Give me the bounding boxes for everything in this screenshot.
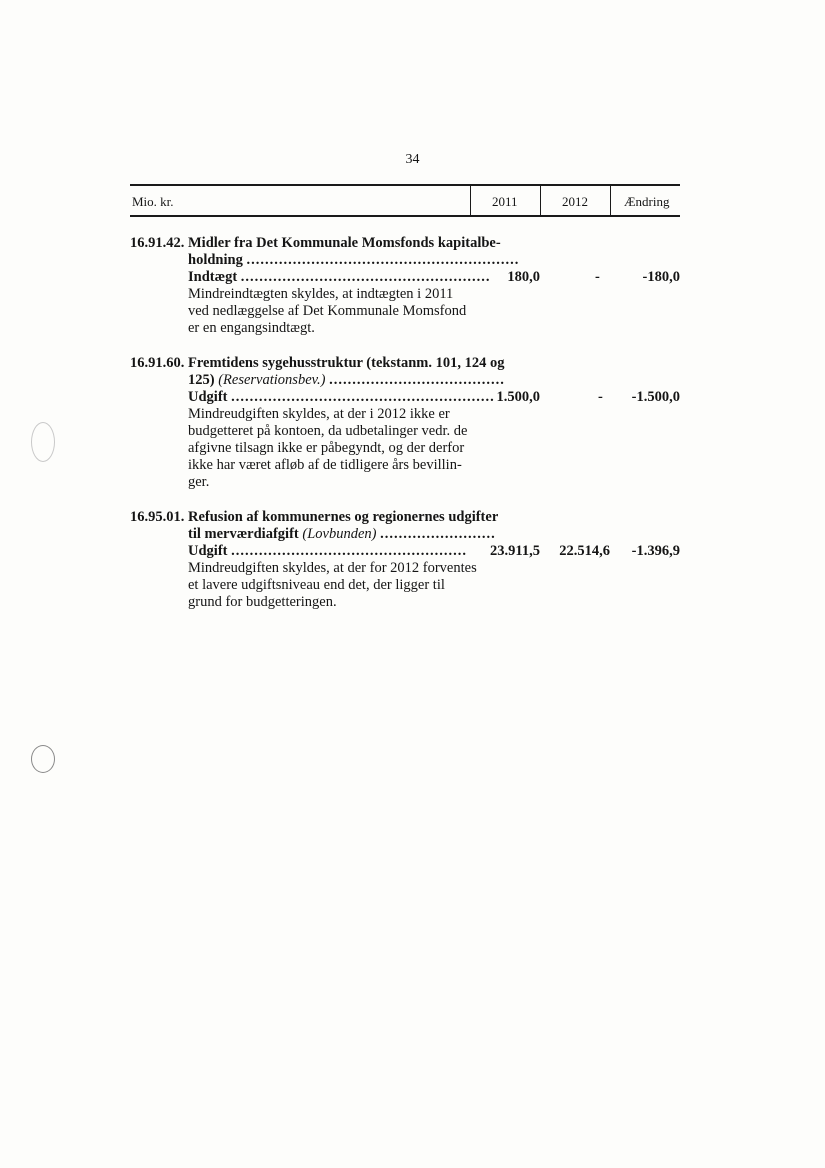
entry-note xyxy=(188,286,466,337)
account-code: 16.91.60. xyxy=(130,355,185,371)
entry-title-cont: holdning xyxy=(188,252,243,268)
col-header-2011: 2011 xyxy=(492,194,518,209)
entry-note xyxy=(188,406,467,491)
value-2012: - xyxy=(595,269,600,285)
table-header xyxy=(130,184,680,217)
unit-label: Mio. kr. xyxy=(132,194,174,209)
note-line: Mindreudgiften skyldes, at der for 2012 forventes xyxy=(188,560,477,576)
line-label: Indtægt xyxy=(188,269,238,285)
entry-qualifier: (Reservationsbev.) xyxy=(218,372,326,388)
value-2011: 23.911,5 xyxy=(490,543,540,559)
col-header-change: Ændring xyxy=(624,194,670,209)
budget-entry: 16.91.60. Fremtidens sygehusstruktur (tekstanm. 101, 124 og 125) (Reservationsbev.) ...................................... Udgift ......................................................... 1.500,0 - -1.500,0 Mindreudgiften skyldes, at der i 2012 ikke er budgetteret på kontoen, da udbetalinger vedr. de afgivne tilsagn ikke er påbegyndt, og der derfor ikke har været afløb af de tidligere års bevillin- ger. xyxy=(130,355,680,490)
line-label: Udgift xyxy=(188,389,228,405)
note-line: grund for budgetteringen. xyxy=(188,594,337,610)
value-2011: 180,0 xyxy=(507,269,540,285)
account-code: 16.95.01. xyxy=(130,509,185,525)
entry-title: Midler fra Det Kommunale Momsfonds kapitalbe- xyxy=(188,235,501,251)
note-line: ikke har været afløb af de tidligere års bevillin- xyxy=(188,457,462,473)
note-line: afgivne tilsagn ikke er påbegyndt, og der derfor xyxy=(188,440,465,456)
value-change: -180,0 xyxy=(642,269,680,285)
value-change: -1.396,9 xyxy=(631,543,680,559)
divider xyxy=(610,186,611,215)
entry-title: Refusion af kommunernes og regionernes udgifter xyxy=(188,509,499,525)
note-line: budgetteret på kontoen, da udbetalinger vedr. de xyxy=(188,423,468,439)
note-line: Mindreindtægten skyldes, at indtægten i 2011 xyxy=(188,286,454,302)
value-2011: 1.500,0 xyxy=(496,389,540,405)
note-line: er en engangsindtægt. xyxy=(188,320,315,336)
punch-hole-mark xyxy=(31,745,55,773)
entry-title-cont: til merværdiafgift xyxy=(188,526,299,542)
value-2012: 22.514,6 xyxy=(559,543,610,559)
entry-title-cont: 125) xyxy=(188,372,215,388)
value-2012: - xyxy=(598,389,603,405)
budget-entry: 16.91.42. Midler fra Det Kommunale Momsfonds kapitalbe- holdning ........................................................... Indtægt ...................................................... 180,0 - -180,0 Mindreindtægten skyldes, at indtægten i 2011 ved nedlæggelse af Det Kommunale Momsfond er en engangsindtægt. xyxy=(130,235,680,336)
entry-title: Fremtidens sygehusstruktur (tekstanm. 101, 124 og xyxy=(188,355,505,371)
note-line: ved nedlæggelse af Det Kommunale Momsfond xyxy=(188,303,467,319)
value-change: -1.500,0 xyxy=(631,389,680,405)
note-line: ger. xyxy=(188,474,210,490)
account-code: 16.91.42. xyxy=(130,235,185,251)
punch-hole-mark xyxy=(31,422,55,462)
entry-note xyxy=(188,560,477,611)
line-label: Udgift xyxy=(188,543,228,559)
divider xyxy=(470,186,471,215)
divider xyxy=(540,186,541,215)
col-header-2012: 2012 xyxy=(562,194,588,209)
note-line: Mindreudgiften skyldes, at der i 2012 ikke er xyxy=(188,406,450,422)
entry-qualifier: (Lovbunden) xyxy=(302,526,377,542)
note-line: et lavere udgiftsniveau end det, der ligger til xyxy=(188,577,445,593)
page-number: 34 xyxy=(405,152,420,167)
budget-entry: 16.95.01. Refusion af kommunernes og regionernes udgifter til merværdiafgift (Lovbunden) ......................... Udgift ................................................... 23.911,5 22.514,6 -1.396,9 Mindreudgiften skyldes, at der for 2012 forventes et lavere udgiftsniveau end det, der ligger til grund for budgetteringen. xyxy=(130,509,680,610)
